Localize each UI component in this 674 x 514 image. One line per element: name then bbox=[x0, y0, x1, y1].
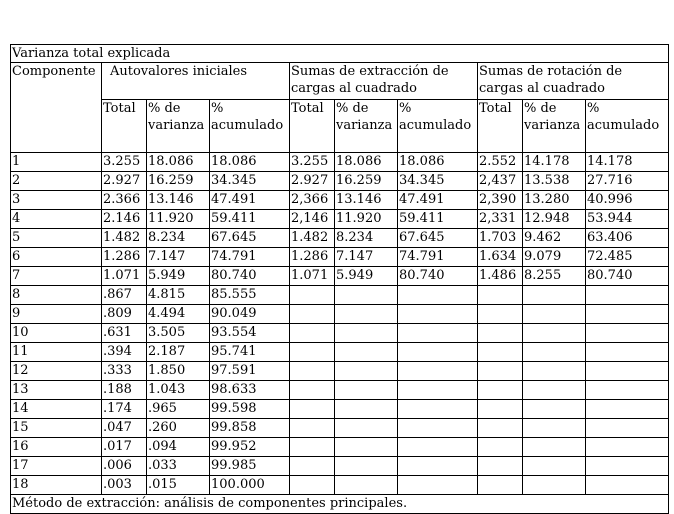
value-cell bbox=[398, 362, 478, 381]
value-cell: 3.505 bbox=[147, 324, 210, 343]
table-row bbox=[11, 438, 669, 457]
value-cell: 59.411 bbox=[210, 210, 290, 229]
value-cell: 1.482 bbox=[290, 229, 335, 248]
value-cell bbox=[335, 362, 398, 381]
value-cell bbox=[290, 457, 335, 476]
table-row bbox=[11, 305, 669, 324]
value-cell bbox=[398, 305, 478, 324]
value-cell: 2,437 bbox=[478, 172, 523, 191]
value-cell bbox=[398, 286, 478, 305]
value-cell: 9.462 bbox=[523, 229, 586, 248]
value-cell: 14.178 bbox=[523, 153, 586, 172]
value-cell: 2.927 bbox=[290, 172, 335, 191]
value-cell bbox=[398, 419, 478, 438]
value-cell bbox=[523, 362, 586, 381]
value-cell bbox=[335, 324, 398, 343]
value-cell bbox=[398, 381, 478, 400]
value-cell: .631 bbox=[102, 324, 147, 343]
table-row bbox=[11, 343, 669, 362]
value-cell: .017 bbox=[102, 438, 147, 457]
subheader-pct-cumulative: % acumulado bbox=[398, 100, 478, 153]
value-cell bbox=[523, 343, 586, 362]
value-cell: 34.345 bbox=[210, 172, 290, 191]
value-cell: 2.187 bbox=[147, 343, 210, 362]
value-cell bbox=[335, 305, 398, 324]
value-cell: 18.086 bbox=[147, 153, 210, 172]
component-cell: 15 bbox=[11, 419, 102, 438]
value-cell bbox=[586, 381, 669, 400]
value-cell: 7.147 bbox=[147, 248, 210, 267]
component-cell: 14 bbox=[11, 400, 102, 419]
value-cell: 2.927 bbox=[102, 172, 147, 191]
value-cell: 13.280 bbox=[523, 191, 586, 210]
table-row bbox=[11, 324, 669, 343]
value-cell: 8.255 bbox=[523, 267, 586, 286]
value-cell: .006 bbox=[102, 457, 147, 476]
value-cell bbox=[335, 476, 398, 495]
value-cell: 99.985 bbox=[210, 457, 290, 476]
value-cell: 1.071 bbox=[290, 267, 335, 286]
value-cell bbox=[290, 438, 335, 457]
value-cell bbox=[586, 400, 669, 419]
value-cell: 2.366 bbox=[102, 191, 147, 210]
value-cell bbox=[478, 324, 523, 343]
group-header-extraction: Sumas de extracción de cargas al cuadrado bbox=[290, 63, 478, 100]
value-cell bbox=[478, 286, 523, 305]
component-cell: 3 bbox=[11, 191, 102, 210]
value-cell: 1.486 bbox=[478, 267, 523, 286]
table-row bbox=[11, 286, 669, 305]
value-cell bbox=[523, 438, 586, 457]
value-cell: 99.858 bbox=[210, 419, 290, 438]
table-row bbox=[11, 172, 669, 191]
group-header-initial: Autovalores iniciales bbox=[102, 63, 290, 100]
value-cell bbox=[478, 457, 523, 476]
table-row bbox=[11, 476, 669, 495]
component-cell: 7 bbox=[11, 267, 102, 286]
value-cell bbox=[586, 457, 669, 476]
component-cell: 16 bbox=[11, 438, 102, 457]
value-cell bbox=[523, 305, 586, 324]
subheader-pct-variance: % de varianza bbox=[523, 100, 586, 153]
value-cell bbox=[335, 381, 398, 400]
value-cell: 93.554 bbox=[210, 324, 290, 343]
value-cell: 2,366 bbox=[290, 191, 335, 210]
value-cell bbox=[335, 419, 398, 438]
component-cell: 8 bbox=[11, 286, 102, 305]
table-row bbox=[11, 362, 669, 381]
value-cell: 27.716 bbox=[586, 172, 669, 191]
value-cell: 1.043 bbox=[147, 381, 210, 400]
value-cell: 74.791 bbox=[398, 248, 478, 267]
value-cell: 100.000 bbox=[210, 476, 290, 495]
table-title: Varianza total explicada bbox=[11, 45, 669, 63]
value-cell: 95.741 bbox=[210, 343, 290, 362]
value-cell: 2.146 bbox=[102, 210, 147, 229]
value-cell: 3.255 bbox=[102, 153, 147, 172]
value-cell bbox=[586, 438, 669, 457]
value-cell: 2,390 bbox=[478, 191, 523, 210]
group-header-rotation: Sumas de rotación de cargas al cuadrado bbox=[478, 63, 669, 100]
value-cell: 5.949 bbox=[147, 267, 210, 286]
value-cell bbox=[335, 457, 398, 476]
table-row bbox=[11, 229, 669, 248]
value-cell bbox=[586, 286, 669, 305]
value-cell bbox=[398, 400, 478, 419]
table-row bbox=[11, 419, 669, 438]
value-cell: 14.178 bbox=[586, 153, 669, 172]
table-row bbox=[11, 153, 669, 172]
value-cell: 13.146 bbox=[335, 191, 398, 210]
value-cell: .003 bbox=[102, 476, 147, 495]
value-cell bbox=[290, 343, 335, 362]
component-cell: 2 bbox=[11, 172, 102, 191]
component-cell: 5 bbox=[11, 229, 102, 248]
value-cell: 16.259 bbox=[147, 172, 210, 191]
value-cell: .047 bbox=[102, 419, 147, 438]
value-cell bbox=[586, 324, 669, 343]
value-cell: .809 bbox=[102, 305, 147, 324]
table-row bbox=[11, 457, 669, 476]
table-row bbox=[11, 248, 669, 267]
value-cell bbox=[586, 476, 669, 495]
variance-table bbox=[10, 44, 669, 514]
value-cell: 59.411 bbox=[398, 210, 478, 229]
value-cell: .015 bbox=[147, 476, 210, 495]
value-cell: 3.255 bbox=[290, 153, 335, 172]
value-cell: 1.482 bbox=[102, 229, 147, 248]
value-cell: 63.406 bbox=[586, 229, 669, 248]
value-cell: 11.920 bbox=[147, 210, 210, 229]
value-cell bbox=[586, 362, 669, 381]
subheader-pct-variance: % de varianza bbox=[147, 100, 210, 153]
component-cell: 1 bbox=[11, 153, 102, 172]
value-cell: .965 bbox=[147, 400, 210, 419]
value-cell bbox=[335, 286, 398, 305]
value-cell: 9.079 bbox=[523, 248, 586, 267]
value-cell bbox=[478, 381, 523, 400]
table-footnote: Método de extracción: análisis de componentes principales. bbox=[11, 495, 669, 514]
value-cell bbox=[586, 305, 669, 324]
value-cell: 13.538 bbox=[523, 172, 586, 191]
value-cell: .333 bbox=[102, 362, 147, 381]
value-cell: 1.634 bbox=[478, 248, 523, 267]
value-cell: 90.049 bbox=[210, 305, 290, 324]
value-cell bbox=[290, 305, 335, 324]
value-cell: 1.286 bbox=[290, 248, 335, 267]
value-cell: 67.645 bbox=[398, 229, 478, 248]
value-cell: .174 bbox=[102, 400, 147, 419]
value-cell: 5.949 bbox=[335, 267, 398, 286]
table-row bbox=[11, 267, 669, 286]
value-cell: .033 bbox=[147, 457, 210, 476]
value-cell: 80.740 bbox=[398, 267, 478, 286]
component-cell: 12 bbox=[11, 362, 102, 381]
component-cell: 9 bbox=[11, 305, 102, 324]
component-cell: 13 bbox=[11, 381, 102, 400]
value-cell: 11.920 bbox=[335, 210, 398, 229]
value-cell bbox=[523, 457, 586, 476]
value-cell bbox=[335, 343, 398, 362]
value-cell bbox=[478, 476, 523, 495]
table-row bbox=[11, 210, 669, 229]
value-cell: 12.948 bbox=[523, 210, 586, 229]
table-row bbox=[11, 381, 669, 400]
subheader-pct-cumulative: % acumulado bbox=[586, 100, 669, 153]
value-cell: 2.552 bbox=[478, 153, 523, 172]
value-cell: 74.791 bbox=[210, 248, 290, 267]
value-cell: 1.703 bbox=[478, 229, 523, 248]
value-cell: 2,331 bbox=[478, 210, 523, 229]
value-cell: 18.086 bbox=[335, 153, 398, 172]
value-cell bbox=[478, 343, 523, 362]
value-cell bbox=[478, 438, 523, 457]
value-cell bbox=[478, 305, 523, 324]
value-cell: 2,146 bbox=[290, 210, 335, 229]
subheader-total: Total bbox=[478, 100, 523, 153]
value-cell: 8.234 bbox=[335, 229, 398, 248]
value-cell bbox=[398, 324, 478, 343]
table-row bbox=[11, 400, 669, 419]
value-cell: 40.996 bbox=[586, 191, 669, 210]
value-cell: 1.071 bbox=[102, 267, 147, 286]
value-cell: 98.633 bbox=[210, 381, 290, 400]
value-cell bbox=[290, 286, 335, 305]
value-cell bbox=[290, 476, 335, 495]
value-cell: 47.491 bbox=[398, 191, 478, 210]
value-cell bbox=[290, 324, 335, 343]
component-cell: 6 bbox=[11, 248, 102, 267]
value-cell bbox=[290, 400, 335, 419]
value-cell bbox=[398, 438, 478, 457]
value-cell: 34.345 bbox=[398, 172, 478, 191]
component-cell: 4 bbox=[11, 210, 102, 229]
subheader-total: Total bbox=[290, 100, 335, 153]
value-cell: 47.491 bbox=[210, 191, 290, 210]
value-cell bbox=[335, 400, 398, 419]
subheader-pct-cumulative: % acumulado bbox=[210, 100, 290, 153]
value-cell bbox=[290, 419, 335, 438]
value-cell: .394 bbox=[102, 343, 147, 362]
value-cell: 53.944 bbox=[586, 210, 669, 229]
value-cell: 1.850 bbox=[147, 362, 210, 381]
value-cell: 18.086 bbox=[398, 153, 478, 172]
value-cell bbox=[523, 324, 586, 343]
value-cell: 13.146 bbox=[147, 191, 210, 210]
component-cell: 10 bbox=[11, 324, 102, 343]
component-header: Componente bbox=[11, 63, 102, 153]
table-row bbox=[11, 191, 669, 210]
value-cell: 97.591 bbox=[210, 362, 290, 381]
value-cell bbox=[290, 381, 335, 400]
value-cell bbox=[523, 286, 586, 305]
value-cell: .188 bbox=[102, 381, 147, 400]
value-cell: 72.485 bbox=[586, 248, 669, 267]
value-cell: 80.740 bbox=[210, 267, 290, 286]
value-cell bbox=[523, 419, 586, 438]
value-cell: 80.740 bbox=[586, 267, 669, 286]
value-cell: 1.286 bbox=[102, 248, 147, 267]
value-cell bbox=[523, 476, 586, 495]
component-cell: 18 bbox=[11, 476, 102, 495]
value-cell bbox=[478, 400, 523, 419]
value-cell bbox=[523, 400, 586, 419]
value-cell bbox=[335, 438, 398, 457]
value-cell: 85.555 bbox=[210, 286, 290, 305]
value-cell bbox=[478, 362, 523, 381]
value-cell: 67.645 bbox=[210, 229, 290, 248]
value-cell: 8.234 bbox=[147, 229, 210, 248]
component-cell: 17 bbox=[11, 457, 102, 476]
value-cell bbox=[290, 362, 335, 381]
value-cell bbox=[586, 419, 669, 438]
value-cell: .094 bbox=[147, 438, 210, 457]
value-cell: 4.494 bbox=[147, 305, 210, 324]
value-cell bbox=[586, 343, 669, 362]
value-cell: .260 bbox=[147, 419, 210, 438]
component-cell: 11 bbox=[11, 343, 102, 362]
value-cell bbox=[478, 419, 523, 438]
value-cell: 18.086 bbox=[210, 153, 290, 172]
value-cell: 7.147 bbox=[335, 248, 398, 267]
value-cell bbox=[398, 457, 478, 476]
subheader-total: Total bbox=[102, 100, 147, 153]
value-cell bbox=[398, 476, 478, 495]
subheader-pct-variance: % de varianza bbox=[335, 100, 398, 153]
table-body bbox=[11, 153, 669, 495]
value-cell bbox=[398, 343, 478, 362]
value-cell bbox=[523, 381, 586, 400]
value-cell: 99.598 bbox=[210, 400, 290, 419]
value-cell: 4.815 bbox=[147, 286, 210, 305]
value-cell: .867 bbox=[102, 286, 147, 305]
value-cell: 99.952 bbox=[210, 438, 290, 457]
value-cell: 16.259 bbox=[335, 172, 398, 191]
